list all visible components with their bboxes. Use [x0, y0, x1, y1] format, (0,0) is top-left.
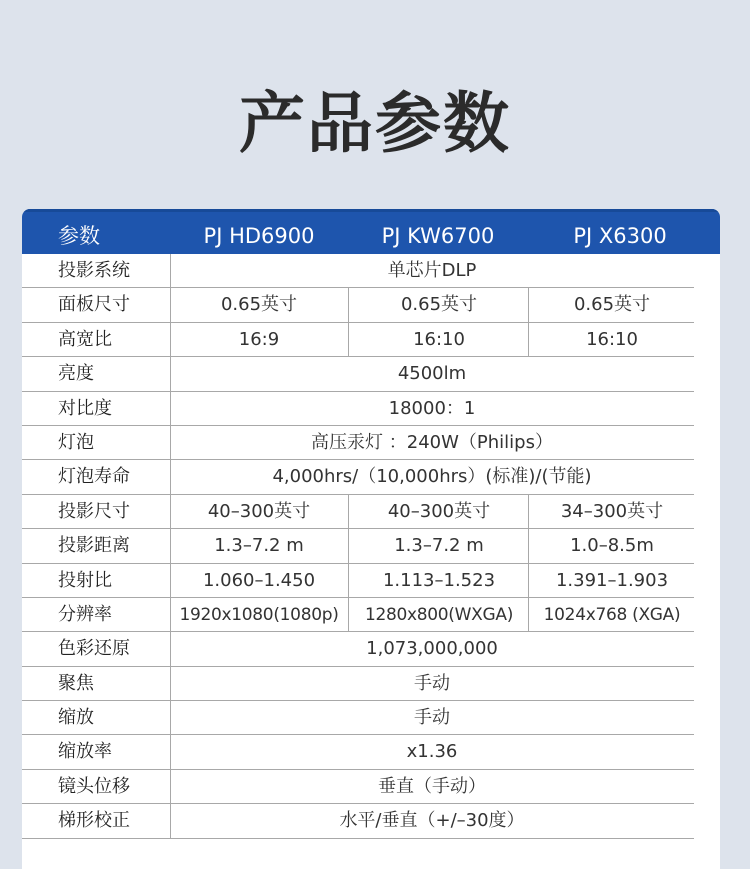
table-row	[22, 598, 720, 632]
row-label: 灯泡寿命	[58, 466, 130, 488]
row-label: 色彩还原	[58, 638, 130, 660]
table-row	[22, 323, 720, 357]
row-value: 垂直（手动）	[378, 775, 486, 797]
header-model-1: PJ HD6900	[203, 224, 315, 248]
page-title: 产品参数	[239, 85, 511, 162]
spec-table	[22, 209, 720, 869]
row-value: 手动	[414, 672, 450, 694]
header-model-2: PJ KW6700	[381, 224, 495, 248]
row-value: 高压汞灯 ：240W（Philips）	[311, 431, 553, 453]
row-label: 对比度	[58, 397, 112, 419]
row-value-model-3: 0.65英寸	[528, 288, 695, 322]
table-row	[22, 426, 720, 460]
table-row	[22, 392, 720, 426]
row-value-model-3: 16:10	[528, 323, 695, 357]
table-body	[22, 254, 720, 839]
table-row	[22, 701, 720, 735]
row-value-model-3: 1.391–1.903	[528, 564, 695, 598]
table-row	[22, 288, 720, 322]
row-value-model-1: 1920x1080(1080p)	[179, 604, 339, 625]
table-row	[22, 564, 720, 598]
row-value: x1.36	[406, 741, 458, 763]
row-value: 18000：1	[388, 397, 476, 419]
row-label: 灯泡	[58, 431, 94, 453]
row-value-model-1: 40–300英寸	[207, 500, 311, 522]
row-label: 投影距离	[58, 535, 130, 557]
row-value: 4500lm	[397, 363, 467, 385]
row-label: 投影系统	[58, 260, 130, 281]
row-value-model-1: 16:9	[238, 328, 280, 350]
row-value: 1,073,000,000	[366, 638, 498, 660]
row-value-model-2: 16:10	[348, 323, 529, 357]
row-value: 手动	[414, 707, 450, 729]
row-label: 缩放	[58, 707, 94, 729]
row-label: 高宽比	[58, 328, 112, 350]
row-value-model-2: 1280x800(WXGA)	[348, 598, 529, 632]
row-value-model-1: 1.060–1.450	[202, 569, 316, 591]
row-value-model-3: 34–300英寸	[528, 495, 695, 529]
table-row	[22, 529, 720, 563]
row-value: 4,000hrs/（10,000hrs）(标准)/(节能)	[272, 466, 592, 488]
row-label: 投射比	[58, 569, 112, 591]
table-row	[22, 667, 720, 701]
row-value-model-2: 40–300英寸	[348, 495, 529, 529]
table-row	[22, 770, 720, 804]
table-row	[22, 460, 720, 494]
table-header	[22, 209, 720, 254]
table-row	[22, 357, 720, 391]
row-label: 缩放率	[58, 741, 112, 763]
row-value-model-2: 1.3–7.2 m	[348, 529, 529, 563]
table-row	[22, 495, 720, 529]
row-value-model-2: 1.113–1.523	[348, 564, 529, 598]
row-label: 面板尺寸	[58, 294, 130, 316]
row-label: 投影尺寸	[58, 500, 130, 522]
header-model-3: PJ X6300	[573, 224, 667, 248]
row-value-model-3: 1024x768 (XGA)	[528, 598, 695, 632]
row-label: 聚焦	[58, 672, 94, 694]
row-value-model-1: 1.3–7.2 m	[214, 535, 304, 557]
row-label: 梯形校正	[58, 810, 130, 832]
header-label: 参数	[58, 224, 100, 248]
row-value-model-3: 1.0–8.5m	[528, 529, 695, 563]
row-value: 水平/垂直（+/–30度）	[339, 810, 525, 832]
row-value: 单芯片DLP	[387, 260, 477, 281]
table-row	[22, 254, 720, 288]
table-row	[22, 735, 720, 769]
row-value-model-1: 0.65英寸	[220, 294, 298, 316]
row-value-model-2: 0.65英寸	[348, 288, 529, 322]
row-label: 亮度	[58, 363, 94, 385]
table-row	[22, 804, 720, 838]
table-row	[22, 632, 720, 666]
row-label: 镜头位移	[58, 775, 130, 797]
row-label: 分辨率	[58, 603, 112, 625]
